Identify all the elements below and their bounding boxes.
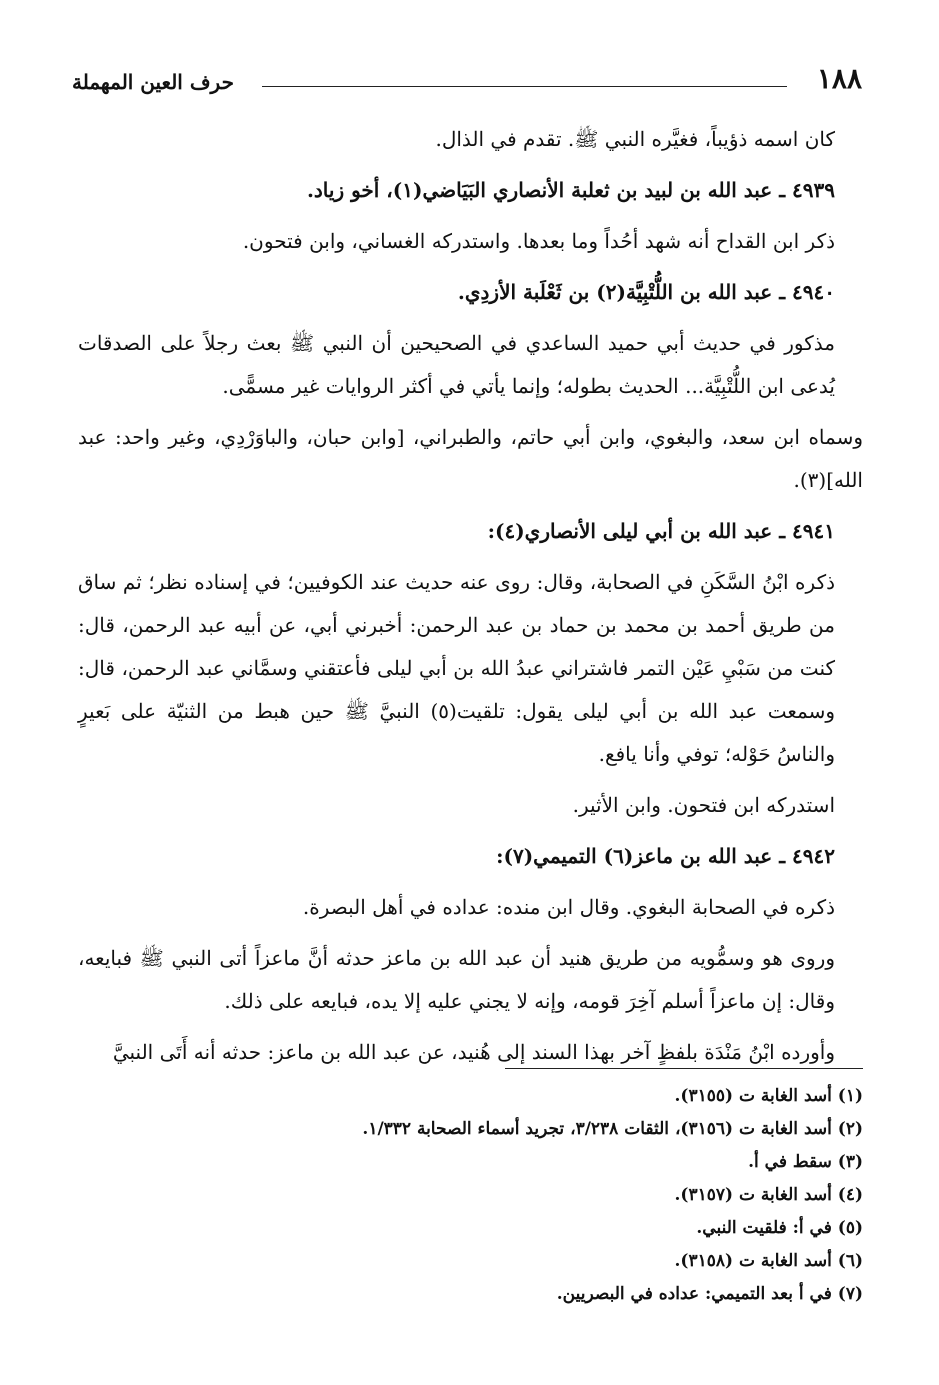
main-text [78,118,863,1082]
paragraph: وروى هو وسمُّويه من طريق هنيد أن عبد الله بن ماعز حدثه أنَّ ماعزاً أتى النبي ﷺ فبايعه، وقال: إن ماعزاً أسلم آخِرَ قومه، وإنه لا يجني عليه إلا يده، فبايعه على ذلك. [78,946,835,1013]
footnote: (٥) في أ: فلقيت النبي. [696,1218,863,1238]
entry-heading-4939: ٤٩٣٩ ـ عبد الله بن لبيد بن ثعلبة الأنصاري البَيَاضي(١)، أخو زياد. [306,178,835,202]
footnote: (٧) في أ بعد التميمي: عداده في البصريين. [556,1284,863,1304]
paragraph: كان اسمه ذؤيباً، فغيَّره النبي ﷺ. تقدم في الذال. [435,127,835,151]
paragraph: وأورده ابْنُ مَنْدَة بلفظٍ آخر بهذا السند إلى هُنيد، عن عبد الله بن ماعز: حدثه أنه أَتَى النبيَّ [112,1040,835,1064]
entry-heading-4942: ٤٩٤٢ ـ عبد الله بن ماعز(٦) التميمي(٧): [496,844,835,868]
page-number: ١٨٨ [816,62,862,95]
paragraph: مذكور في حديث أبي حميد الساعدي في الصحيحين أن النبي ﷺ بعث رجلاً على الصدقات يُدعى ابن اللُّتْبِيَّة... الحديث بطوله؛ وإنما يأتي في أكثر الروايات غير مسمًّى. [78,331,835,398]
footnote: (٣) سقط في أ. [748,1152,863,1172]
footnote: (٦) أسد الغابة ت (٣١٥٨). [674,1251,863,1271]
running-title: حرف العين المهملة [72,70,234,94]
footnote: (١) أسد الغابة ت (٣١٥٥). [674,1086,863,1106]
entry-heading-4941: ٤٩٤١ ـ عبد الله بن أبي ليلى الأنصاري(٤): [487,519,835,543]
paragraph: ذكره ابْنُ السَّكَنِ في الصحابة، وقال: روى عنه حديث عند الكوفيين؛ في إسناده نظر؛ ثم ساق من طريق أحمد بن محمد بن حماد بن عبد الرحمن: أخبرني أبي، عن أبيه عبد الرحمن، قال: كنت من سَبْيِ عَيْن التمر فاشتراني عبدُ الله بن أبي ليلى فأعتقني وسمَّاني عبد الرحمن، قال: وسمعت عبد الله بن أبي ليلى يقول: تلقيت(٥) النبيَّ ﷺ حين هبط من الثنيّة على بَعيرٍ والناسُ حَوْله؛ توفي وأنا يافع. [78,570,835,766]
header-rule [262,86,787,87]
footnotes [200,1080,863,1311]
paragraph: ذكره في الصحابة البغوي. وقال ابن منده: عداده في أهل البصرة. [302,895,835,919]
paragraph: وسماه ابن سعد، والبغوي، وابن أبي حاتم، والطبراني، [وابن حبان، والباوَرْدِي، وغير واحد: عبد الله](٣). [78,425,864,492]
page-header [72,60,862,100]
entry-heading-4940: ٤٩٤٠ ـ عبد الله بن اللُّتْبِيَّة(٢) بن ثَعْلَبة الأزدِي. [457,280,835,304]
paragraph: استدركه ابن فتحون. وابن الأثير. [572,793,835,817]
footnote-separator [505,1068,863,1069]
paragraph: ذكر ابن القداح أنه شهد أحُداً وما بعدها. واستدركه الغساني، وابن فتحون. [242,229,835,253]
footnote: (٤) أسد الغابة ت (٣١٥٧). [674,1185,863,1205]
footnote: (٢) أسد الغابة ت (٣١٥٦)، الثقات ٣/٢٣٨، تجريد أسماء الصحابة ١/٣٣٢. [362,1119,863,1139]
